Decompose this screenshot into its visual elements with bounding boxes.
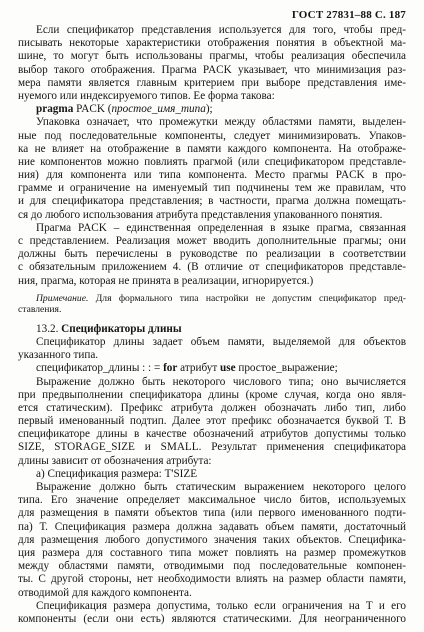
text-line: для размещения любого допустимого значения таких объектов. Специфика- [18, 533, 406, 546]
section-heading [18, 323, 406, 336]
text-line: компоненты (если они есть) являются статическими. Для неограниченного [18, 612, 406, 625]
text-line: ется статическим). Префикс атрибута должен обозначать либо тип, либо [18, 401, 406, 414]
paragraph-packing [18, 116, 406, 222]
pragma-syntax-line [18, 103, 406, 116]
text-line: писывать некоторые характеристики отображения понятия в объектной ма- [18, 37, 406, 50]
text-line: ция размера для составного типа может повлиять на размер промежутков [18, 546, 406, 559]
text-line: ся до любого использования атрибута представления упакованного понятия. [18, 208, 383, 221]
text-line: ния, прагма, которая не принята в реализации, игнорируется.) [18, 274, 314, 287]
text-line: должны быть перечислены в руководстве по реализации в соответствии [18, 248, 406, 261]
keyword-use: use [220, 362, 236, 375]
pragma-parameter: простое_имя_типа [111, 103, 206, 116]
text-line: SIZE, STORAGE_SIZE и SMALL. Результат применения спецификатора [18, 441, 406, 454]
text-line: и для спецификатора представления; в частности, прагма должна помещать- [18, 195, 406, 208]
text-line: первый именованный подтип. Далее этот префикс обозначается буквой Т. В [18, 415, 406, 428]
section-title: Спецификаторы длины [61, 322, 182, 335]
text-line: Спецификатор длины задает объем памяти, выделяемой для объектов [36, 335, 406, 348]
text-line: Выражение должно быть некоторого числового типа; оно вычисляется [36, 375, 406, 388]
text-line: для размещения в памяти объектов типа (или первого именованного подти- [18, 507, 406, 520]
text-line: ние компонентов можно повлиять прагмой (или спецификатором представле- [18, 155, 406, 168]
text-line: между областями памяти, отводимыми под последовательные компонен- [18, 560, 406, 573]
syntax-lhs: спецификатор_длины : : = [36, 362, 161, 375]
keyword-for: for [163, 362, 178, 375]
list-item-a: а) Спецификация размера: T'SIZE [36, 467, 198, 480]
pragma-keyword: pragma [36, 103, 74, 116]
text-line: указанного типа. [18, 349, 99, 362]
text-line: шине, то могут быть использованы прагмы, чтобы реализация обеспечила [18, 50, 406, 63]
paragraph-pragma-intro [18, 24, 406, 103]
text-line: грамме и ограничение на именуемый тип подчинены тем же правилам, что [18, 182, 406, 195]
text-line: спецификаторе длины в качестве обозначений атрибутов допустимы только [18, 428, 406, 441]
note-line [18, 293, 406, 305]
text-line: ные под последовательные компоненты, следует минимизировать. Упаков- [18, 129, 406, 142]
paragraph-expression [18, 376, 406, 468]
note-label: Примечание. [36, 292, 89, 304]
text-line: длины зависит от обозначения атрибута: [18, 454, 212, 467]
pragma-closing: ); [205, 103, 213, 116]
text-line: типа. Его значение определяет максимальное число битов, используемых [18, 494, 406, 507]
document-body [18, 24, 406, 626]
length-clause-syntax [18, 362, 406, 375]
text-line: мера памяти является главным критерием при выборе представления име- [18, 76, 406, 89]
text-line: Выражение должно быть статическим выражением некоторого целого [36, 481, 406, 493]
paragraph-pack-only [18, 222, 406, 288]
note-line: ставления. [18, 304, 62, 316]
syntax-expression: простое_выражение; [238, 362, 338, 375]
text-line: Прагма PACK – единственная определенная в языке прагма, связанная [36, 221, 406, 234]
text-line: при предвыполнении спецификатора длины (кроме случая, когда оно явля- [18, 388, 406, 401]
paragraph-size [18, 481, 406, 600]
text-line: па) Т. Спецификация размера должна задавать объем памяти, достаточный [18, 520, 406, 533]
paragraph-length-intro [18, 336, 406, 362]
text-line: с представлением. Реализация может вводить дополнительные прагмы; они [18, 235, 406, 247]
text-line: Спецификация размера допустима, только если ограничения на Т и его [36, 599, 406, 612]
text-line: нуемого или индексируемого типов. Ее форма такова: [18, 89, 275, 102]
text-line: отводимой для каждого компонента. [18, 586, 192, 599]
note [18, 293, 406, 316]
text-line: Если спецификатор представления используется для того, чтобы пред- [36, 24, 406, 36]
pragma-name: PACK ( [76, 103, 112, 116]
text-line: ты. С другой стороны, нет необходимости влиять на размер области памяти, [18, 573, 406, 586]
text-line: выбор такого отображения. Прагма PACK указывает, что минимизация раз- [18, 63, 406, 76]
page-header: ГОСТ 27831–88 С. 187 [291, 9, 406, 21]
note-text: Для формального типа настройки не допустим спецификатор пред- [95, 292, 406, 304]
section-number: 13.2. [36, 322, 59, 335]
text-line: Упаковка означает, что промежутки между областями памяти, выделен- [36, 116, 406, 129]
text-line: с обязательным приложением 4. (В отличие от спецификаторов представле- [18, 261, 406, 274]
paragraph-size-allowed [18, 600, 406, 626]
text-line: ка не влияет на отображение в памяти каждого компонента. На отображе- [18, 142, 406, 155]
text-line: ния) для компонента или типа компонента. Место прагмы PACK в про- [18, 169, 406, 182]
syntax-attribute: атрибут [180, 362, 218, 375]
